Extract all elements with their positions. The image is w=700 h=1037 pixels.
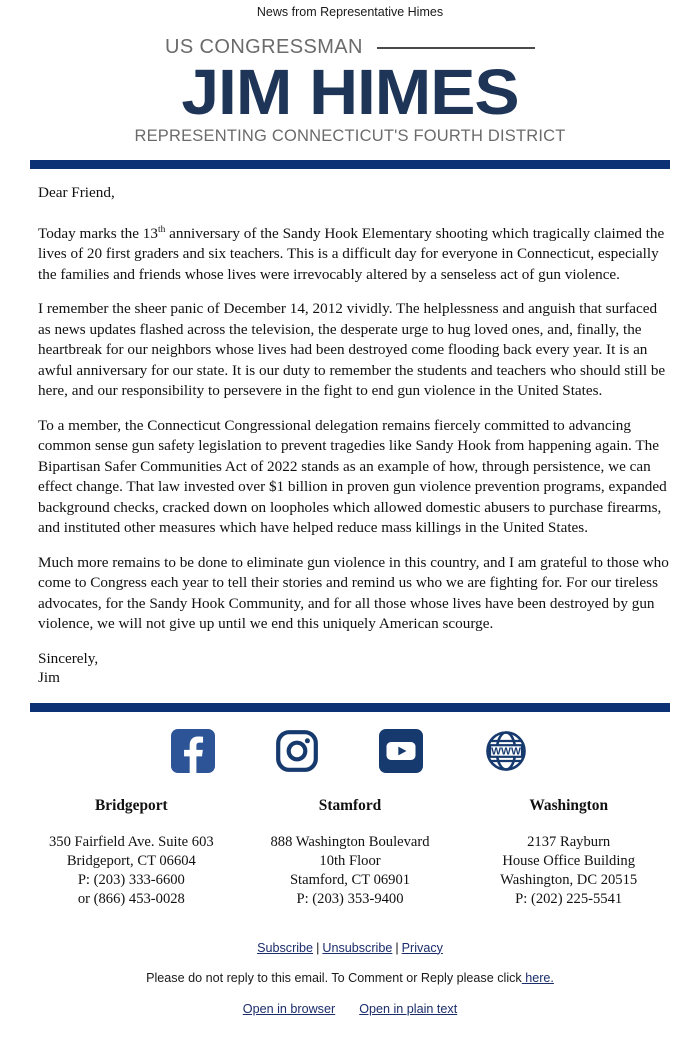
subscribe-link[interactable]: Subscribe (257, 940, 314, 955)
office-stamford (241, 796, 460, 909)
social-links (0, 728, 700, 774)
letter-paragraph-1-part-b: anniversary of the Sandy Hook Elementary shooting which tragically claimed the lives of 20 first graders and six teachers. This is a difficult day for everyone in Connecticut, especially the families and friends whose lives were irrevocably altered by a senseless act of gun violence. (38, 224, 665, 283)
facebook-icon (171, 729, 215, 773)
office-address-line: 2137 Rayburn (527, 833, 611, 850)
website-globe-icon (483, 728, 529, 774)
office-locations (0, 796, 700, 909)
preheader-text: News from Representative Himes (256, 5, 444, 19)
website-link[interactable] (483, 728, 529, 774)
office-name: Washington (529, 796, 609, 814)
office-phone-line: P: (203) 353-9400 (296, 890, 404, 907)
unsubscribe-link[interactable]: Unsubscribe (322, 940, 393, 955)
footer-disclaimer (0, 971, 700, 985)
divider-bar-top (30, 160, 670, 169)
office-address-line: Bridgeport, CT 06604 (66, 852, 196, 869)
masthead (0, 20, 700, 146)
office-washington (459, 796, 678, 909)
globe-www-label: WWW (491, 745, 521, 758)
masthead-rule (377, 47, 535, 49)
masthead-eyebrow: US CONGRESSMAN (165, 36, 363, 58)
letter-paragraph-2: I remember the sheer panic of December 14, 2012 vividly. The helplessness and anguish that surfaced as news updates flashed across the television, the desperate urge to hug loved ones, and, finally, the heartbreak for our neighbors whose lives had been destroyed come flooding back every year. It is an awful anniversary for our state. It is our duty to remember the students and teachers who should still be here, and our responsibility to persevere in the fight to end gun violence in the United States. (38, 300, 666, 399)
office-address-line: 10th Floor (319, 852, 381, 869)
office-name: Bridgeport (95, 796, 168, 814)
office-address-line: 350 Fairfield Ave. Suite 603 (48, 833, 214, 850)
letter-paragraph-4: Much more remains to be done to eliminate gun violence in this country, and I am grateful to those who come to Congress each year to tell their stories and remind us who we are fighting for. For our tireless advocates, for the Sandy Hook Community, and for all those whose lives have been destroyed by gun violence, we will not give up until we end this uniquely American scourge. (38, 553, 669, 632)
office-phone-line: P: (202) 225-5541 (515, 890, 623, 907)
open-in-plain-text-link[interactable]: Open in plain text (359, 1001, 458, 1016)
footer-separator: | (316, 940, 320, 955)
footer-separator: | (395, 940, 399, 955)
open-in-browser-link[interactable]: Open in browser (242, 1001, 336, 1016)
comment-reply-link[interactable]: here. (521, 970, 554, 985)
letter-body (0, 169, 700, 687)
office-bridgeport (22, 796, 241, 909)
masthead-subtitle: REPRESENTING CONNECTICUT'S FOURTH DISTRICT (134, 127, 566, 145)
privacy-link[interactable]: Privacy (401, 940, 443, 955)
masthead-wordmark: JIM HIMES (181, 56, 519, 128)
letter-paragraph-1-part-a: Today marks the 13 (38, 224, 158, 242)
ordinal-suffix: th (158, 224, 166, 235)
footer-links-row (0, 941, 700, 955)
office-name: Stamford (318, 796, 382, 814)
office-address-line: Stamford, CT 06901 (289, 871, 411, 888)
youtube-icon (379, 729, 423, 773)
instagram-icon (275, 729, 319, 773)
letter-paragraph-3: To a member, the Connecticut Congressional delegation remains fiercely committed to advancing common sense gun safety legislation to prevent tragedies like Sandy Hook from happening again. The Bipartisan Safer Communities Act of 2022 stands as an example of how, through persistence, we can effect change. That law invested over $1 billion in proven gun violence prevention programs, expanded background checks, cracked down on loopholes which allowed domestic abusers to purchase firearms, and instituted other measures which have helped reduce mass killings in the United States. (38, 416, 667, 536)
footer-view-options (0, 1002, 700, 1016)
letter-signoff-name: Jim (38, 668, 60, 686)
divider-bar-bottom (30, 703, 670, 712)
letter-paragraph-1 (38, 224, 670, 286)
office-address-line: 888 Washington Boulevard (270, 833, 430, 850)
footer-disclaimer-text: Please do not reply to this email. To Comment or Reply please click (146, 970, 522, 985)
letter-signoff (38, 649, 670, 687)
office-address-line: Washington, DC 20515 (500, 871, 638, 888)
office-phone-line: or (866) 453-0028 (77, 890, 185, 907)
office-phone-line: P: (203) 333-6600 (77, 871, 185, 888)
letter-signoff-closing: Sincerely, (38, 649, 99, 667)
letter-salutation: Dear Friend, (38, 184, 115, 201)
youtube-link[interactable] (379, 729, 423, 773)
office-address-line: House Office Building (502, 852, 636, 869)
email-footer (0, 941, 700, 1016)
facebook-link[interactable] (171, 729, 215, 773)
instagram-link[interactable] (275, 729, 319, 773)
